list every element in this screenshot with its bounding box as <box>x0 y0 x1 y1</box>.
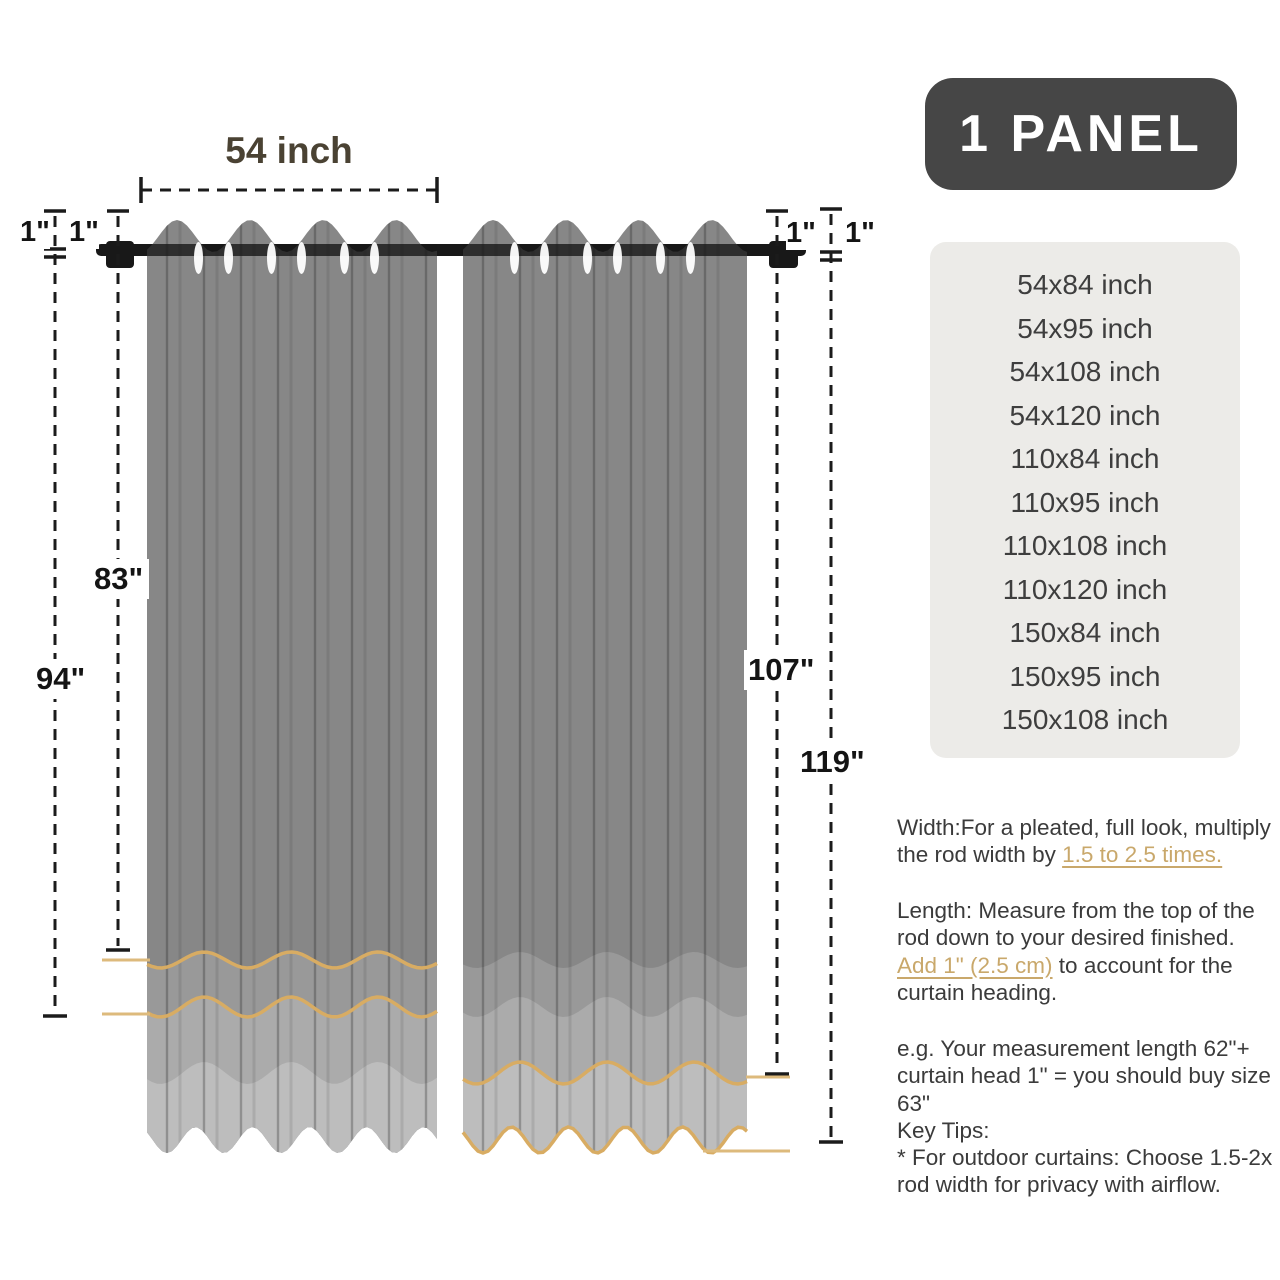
curtain-panel-left <box>147 218 439 1158</box>
size-options-panel <box>930 242 1240 758</box>
panel-count-badge <box>925 78 1237 190</box>
rod-through-fabric <box>463 244 747 256</box>
length-107-label: 107" <box>744 650 818 690</box>
length-94-label: 94" <box>30 659 91 699</box>
tab-gap <box>613 242 622 274</box>
size-item: 150x95 inch <box>1009 660 1161 692</box>
size-item: 54x108 inch <box>1009 356 1161 387</box>
size-item: 150x84 inch <box>1009 617 1161 648</box>
tab-gap <box>540 242 549 274</box>
width-note-text: For a pleated, full look, multiply the rod width by <box>897 814 1271 867</box>
size-item: 54x84 inch <box>1017 269 1153 300</box>
length-note-text-2: to account for the curtain heading. <box>897 952 1233 1005</box>
width-note <box>897 814 1273 869</box>
heading-gap-label-right-inner: 1" <box>786 217 816 249</box>
width-note-label: Width: <box>897 814 961 840</box>
rod-through-fabric <box>147 244 437 256</box>
heading-gap-label-left-inner: 1" <box>69 216 99 248</box>
size-item: 110x108 inch <box>1002 530 1168 561</box>
size-item: 150x108 inch <box>1001 704 1169 735</box>
heading-gap-label-left-outer: 1" <box>20 216 50 248</box>
example-note: e.g. Your measurement length 62"+ curtain head 1" = you should buy size 63" <box>897 1035 1271 1116</box>
rod-bracket-left <box>106 241 134 268</box>
tab-gap <box>340 242 349 274</box>
tab-gap <box>370 242 379 274</box>
tab-gap <box>297 242 306 274</box>
tab-gap <box>686 242 695 274</box>
panel-count-label: 1 PANEL <box>959 105 1203 163</box>
outdoor-tip-note: * For outdoor curtains: Choose 1.5-2x rod width for privacy with airflow. <box>897 1144 1273 1197</box>
size-item: 110x95 inch <box>1010 486 1160 518</box>
length-note-text-1: Measure from the top of the rod down to your desired finished. <box>897 897 1255 950</box>
length-note <box>897 897 1273 1007</box>
add-one-inch-link[interactable]: Add 1" (2.5 cm) <box>897 952 1053 978</box>
tab-gap <box>656 242 665 274</box>
heading-gap-label-right-outer: 1" <box>845 217 875 249</box>
size-item: 110x84 inch <box>1010 443 1160 474</box>
tab-gap <box>267 242 276 274</box>
curtain-panel-right <box>463 218 747 1158</box>
key-tips-label: Key Tips: <box>897 1117 990 1143</box>
tab-gap <box>510 242 519 274</box>
tab-gap <box>224 242 233 274</box>
length-119-label: 119" <box>796 742 869 782</box>
size-item: 110x120 inch <box>1002 573 1168 605</box>
tab-gap <box>583 242 592 274</box>
length-note-label: Length: <box>897 897 973 923</box>
width-multiplier-link[interactable]: 1.5 to 2.5 times. <box>1062 842 1223 867</box>
size-item: 54x95 inch <box>1017 312 1153 344</box>
tab-gap <box>194 242 203 274</box>
panel-width-label: 54 inch <box>225 130 353 171</box>
length-83-label: 83" <box>88 559 149 599</box>
size-item: 54x120 inch <box>1009 399 1161 431</box>
